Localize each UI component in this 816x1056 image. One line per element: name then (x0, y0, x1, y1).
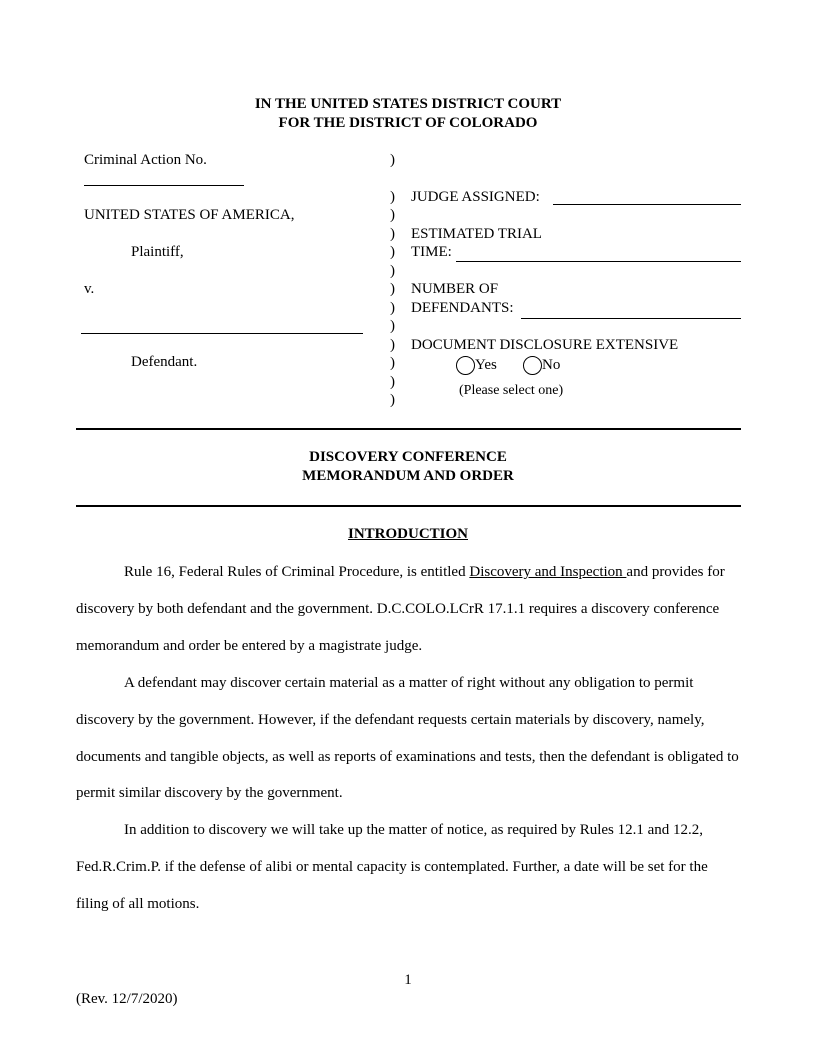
paren: ) (390, 318, 395, 334)
disclosure-yes-option[interactable] (456, 356, 497, 375)
paren: ) (390, 281, 395, 297)
revision-date: (Rev. 12/7/2020) (76, 991, 178, 1007)
paragraph-1-start: Rule 16, Federal Rules of Criminal Procedure, is entitled (124, 564, 470, 580)
paren: ) (390, 263, 395, 279)
paragraph-2-text: A defendant may discover certain material as a matter of right without any obligation to permit discovery by the government. However, if the defendant requests certain materials by discovery, namely, documents and tangible objects, as well as reports of examinations and tests, then the defendant is obligated to permit similar discovery by the government. (76, 675, 739, 802)
defendant-name-line[interactable] (81, 333, 363, 334)
disclosure-label: DOCUMENT DISCLOSURE EXTENSIVE (411, 337, 679, 353)
defendants-label: DEFENDANTS: (411, 300, 514, 316)
plaintiff-role: Plaintiff, (131, 244, 184, 260)
paren: ) (390, 337, 395, 353)
paren: ) (390, 152, 395, 168)
paren: ) (390, 207, 395, 223)
plaintiff-name: UNITED STATES OF AMERICA, (84, 207, 295, 223)
paragraph-3 (76, 812, 741, 922)
judge-assigned-field[interactable] (553, 204, 741, 205)
paragraph-1 (76, 554, 741, 664)
number-of-label: NUMBER OF (411, 281, 499, 297)
versus: v. (84, 281, 95, 297)
court-district: FOR THE DISTRICT OF COLORADO (278, 115, 538, 131)
case-number-line[interactable] (84, 185, 244, 186)
paren: ) (390, 300, 395, 316)
page-number: 1 (404, 972, 412, 988)
estimated-trial-field[interactable] (456, 261, 741, 262)
paren: ) (390, 226, 395, 242)
court-name: IN THE UNITED STATES DISTRICT COURT (254, 96, 562, 112)
paren: ) (390, 244, 395, 260)
defendant-role: Defendant. (131, 354, 198, 370)
paragraph-1-end: and provides for discovery by both defendant and the government. D.C.COLO.LCrR 17.1.1 requires a discovery conference memorandum and order be entered by a magistrate judge. (76, 564, 725, 654)
estimated-trial-label: ESTIMATED TRIAL (411, 226, 542, 242)
judge-assigned-label: JUDGE ASSIGNED: (411, 189, 540, 205)
paren: ) (390, 392, 395, 408)
title-line-2: MEMORANDUM AND ORDER (302, 468, 514, 484)
disclosure-no-option[interactable] (523, 356, 560, 375)
paragraph-2 (76, 665, 741, 812)
yes-radio-icon[interactable] (456, 356, 475, 375)
discovery-and-inspection: Discovery and Inspection (469, 564, 627, 580)
title-line-1: DISCOVERY CONFERENCE (309, 449, 507, 465)
paren: ) (390, 355, 395, 371)
title-top-rule (76, 428, 741, 430)
yes-label: Yes (475, 356, 497, 373)
paren: ) (390, 374, 395, 390)
paren: ) (390, 189, 395, 205)
no-label: No (542, 356, 561, 373)
no-radio-icon[interactable] (523, 356, 542, 375)
title-bottom-rule (76, 505, 741, 507)
number-of-defendants-field[interactable] (521, 318, 741, 319)
case-number-label: Criminal Action No. (84, 152, 207, 168)
section-heading: INTRODUCTION (347, 526, 468, 542)
estimated-trial-time-label: TIME: (411, 244, 452, 260)
paragraph-3-text: In addition to discovery we will take up the matter of notice, as required by Rules 12.1 and 12.2, Fed.R.Crim.P. if the defense of alibi or mental capacity is contemplated. Further, a date will be set for the filing of all motions. (76, 822, 708, 912)
select-hint: (Please select one) (459, 383, 564, 398)
